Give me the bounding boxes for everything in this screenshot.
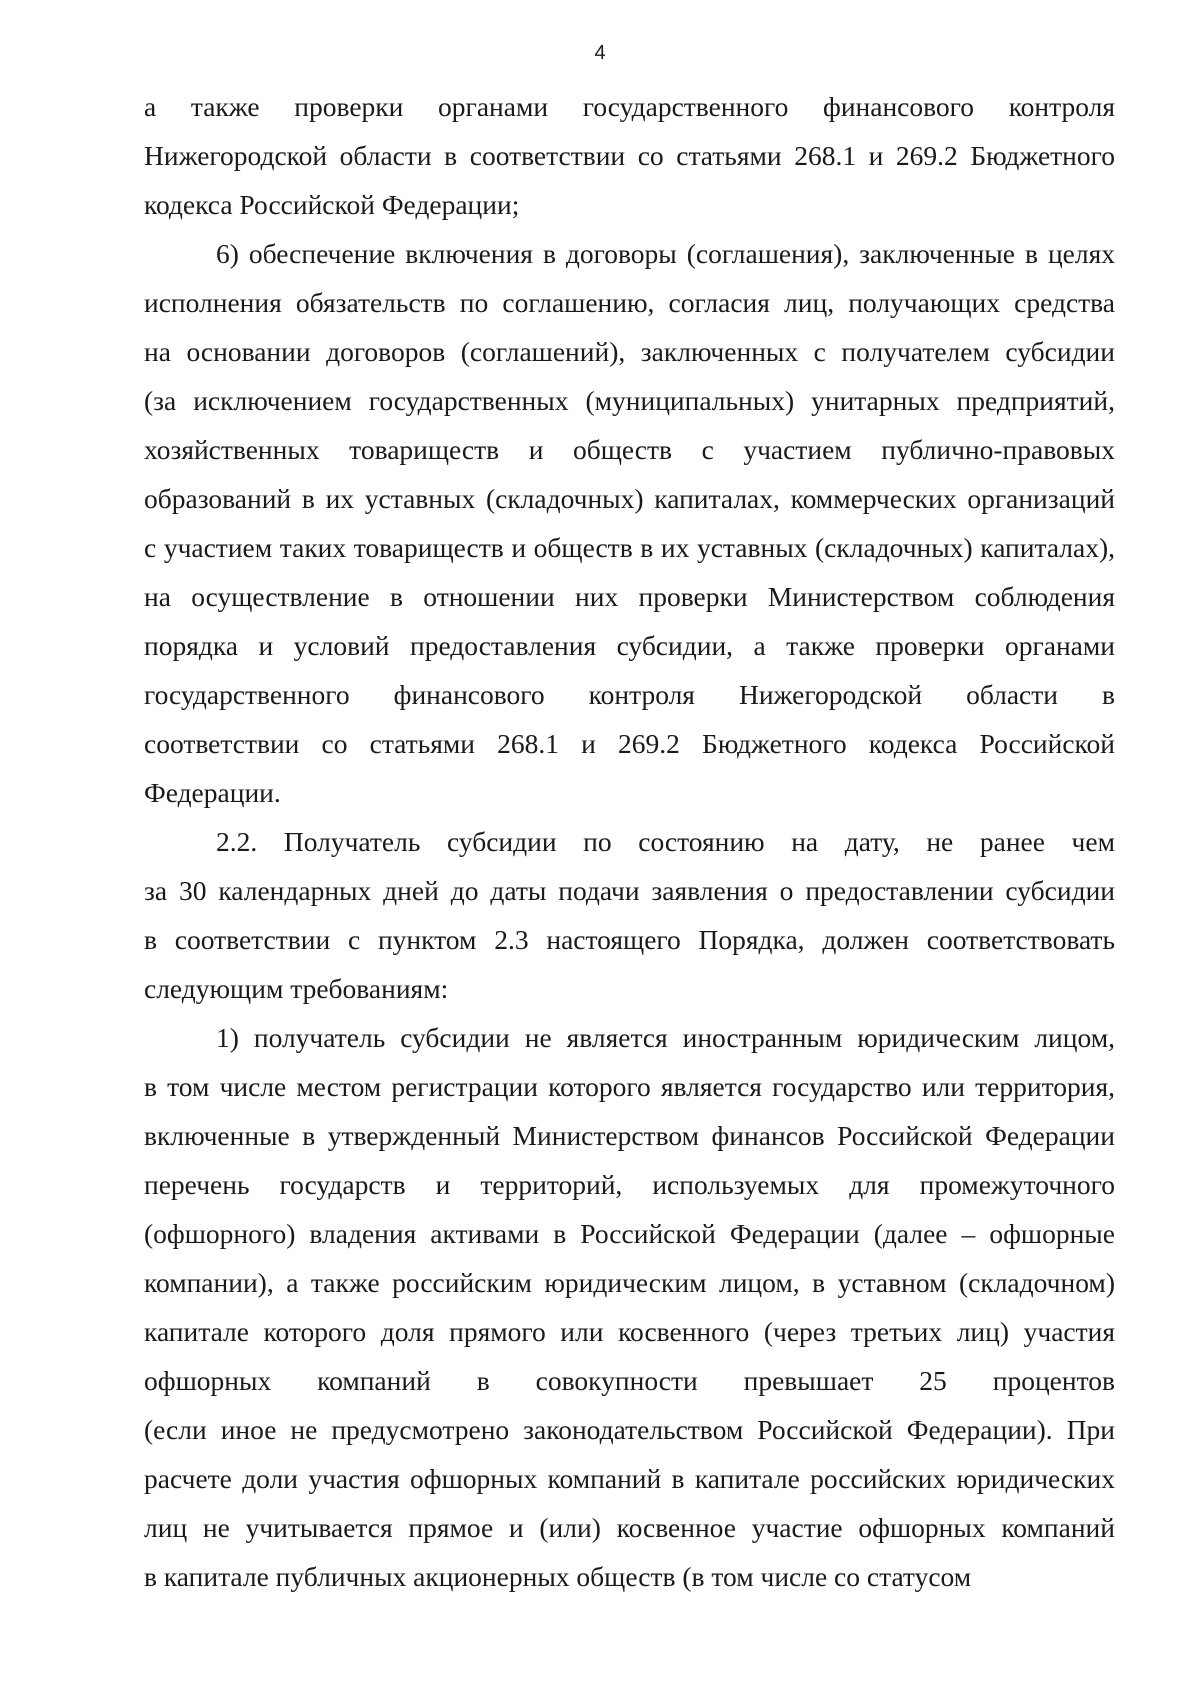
text-line: Нижегородской области в соответствии со статьями 268.1 и 269.2 Бюджетного (144, 140, 1115, 171)
text-line: в том числе местом регистрации которого является государство или территория, (144, 1071, 1115, 1102)
text-line: а также проверки органами государственного финансового контроля (144, 91, 1115, 122)
text-line: 6) обеспечение включения в договоры (соглашения), заключенные в целях (216, 238, 1115, 269)
document-body (144, 82, 1115, 1601)
text-line: 2.2. Получатель субсидии по состоянию на дату, не ранее чем (216, 826, 1115, 857)
text-line: (офшорного) владения активами в Российской Федерации (далее – офшорные (144, 1218, 1115, 1249)
text-line: с участием таких товариществ и обществ в их уставных (складочных) капиталах), (144, 532, 1115, 563)
text-line: образований в их уставных (складочных) капиталах, коммерческих организаций (144, 483, 1115, 514)
text-line: порядка и условий предоставления субсидии, а также проверки органами (144, 630, 1115, 661)
text-line: хозяйственных товариществ и обществ с участием публично-правовых (144, 434, 1115, 465)
text-line: в соответствии с пунктом 2.3 настоящего Порядка, должен соответствовать (144, 924, 1115, 955)
text-line: на основании договоров (соглашений), заключенных с получателем субсидии (144, 336, 1115, 367)
text-line: (если иное не предусмотрено законодательством Российской Федерации). При (144, 1414, 1115, 1445)
text-line: государственного финансового контроля Нижегородской области в (144, 679, 1115, 710)
text-line: офшорных компаний в совокупности превышает 25 процентов (144, 1365, 1115, 1396)
text-line: лиц не учитывается прямое и (или) косвенное участие офшорных компаний (144, 1512, 1115, 1543)
text-line: исполнения обязательств по соглашению, согласия лиц, получающих средства (144, 287, 1115, 318)
text-line: компании), а также российским юридическим лицом, в уставном (складочном) (144, 1267, 1115, 1298)
page-number: 4 (594, 42, 606, 64)
text-line: за 30 календарных дней до даты подачи заявления о предоставлении субсидии (144, 875, 1115, 906)
text-line: Федерации. (144, 777, 281, 808)
text-line: кодекса Российской Федерации; (144, 189, 520, 220)
text-line: перечень государств и территорий, используемых для промежуточного (144, 1169, 1115, 1200)
text-line: расчете доли участия офшорных компаний в капитале российских юридических (144, 1463, 1115, 1494)
text-line: включенные в утвержденный Министерством финансов Российской Федерации (144, 1120, 1115, 1151)
text-line: соответствии со статьями 268.1 и 269.2 Бюджетного кодекса Российской (144, 728, 1115, 759)
text-line: капитале которого доля прямого или косвенного (через третьих лиц) участия (144, 1316, 1115, 1347)
text-line: (за исключением государственных (муниципальных) унитарных предприятий, (144, 385, 1115, 416)
text-line: 1) получатель субсидии не является иностранным юридическим лицом, (216, 1022, 1115, 1053)
text-line: в капитале публичных акционерных обществ (в том числе со статусом (144, 1561, 972, 1592)
text-line: следующим требованиям: (144, 973, 449, 1004)
text-line: на осуществление в отношении них проверки Министерством соблюдения (144, 581, 1115, 612)
